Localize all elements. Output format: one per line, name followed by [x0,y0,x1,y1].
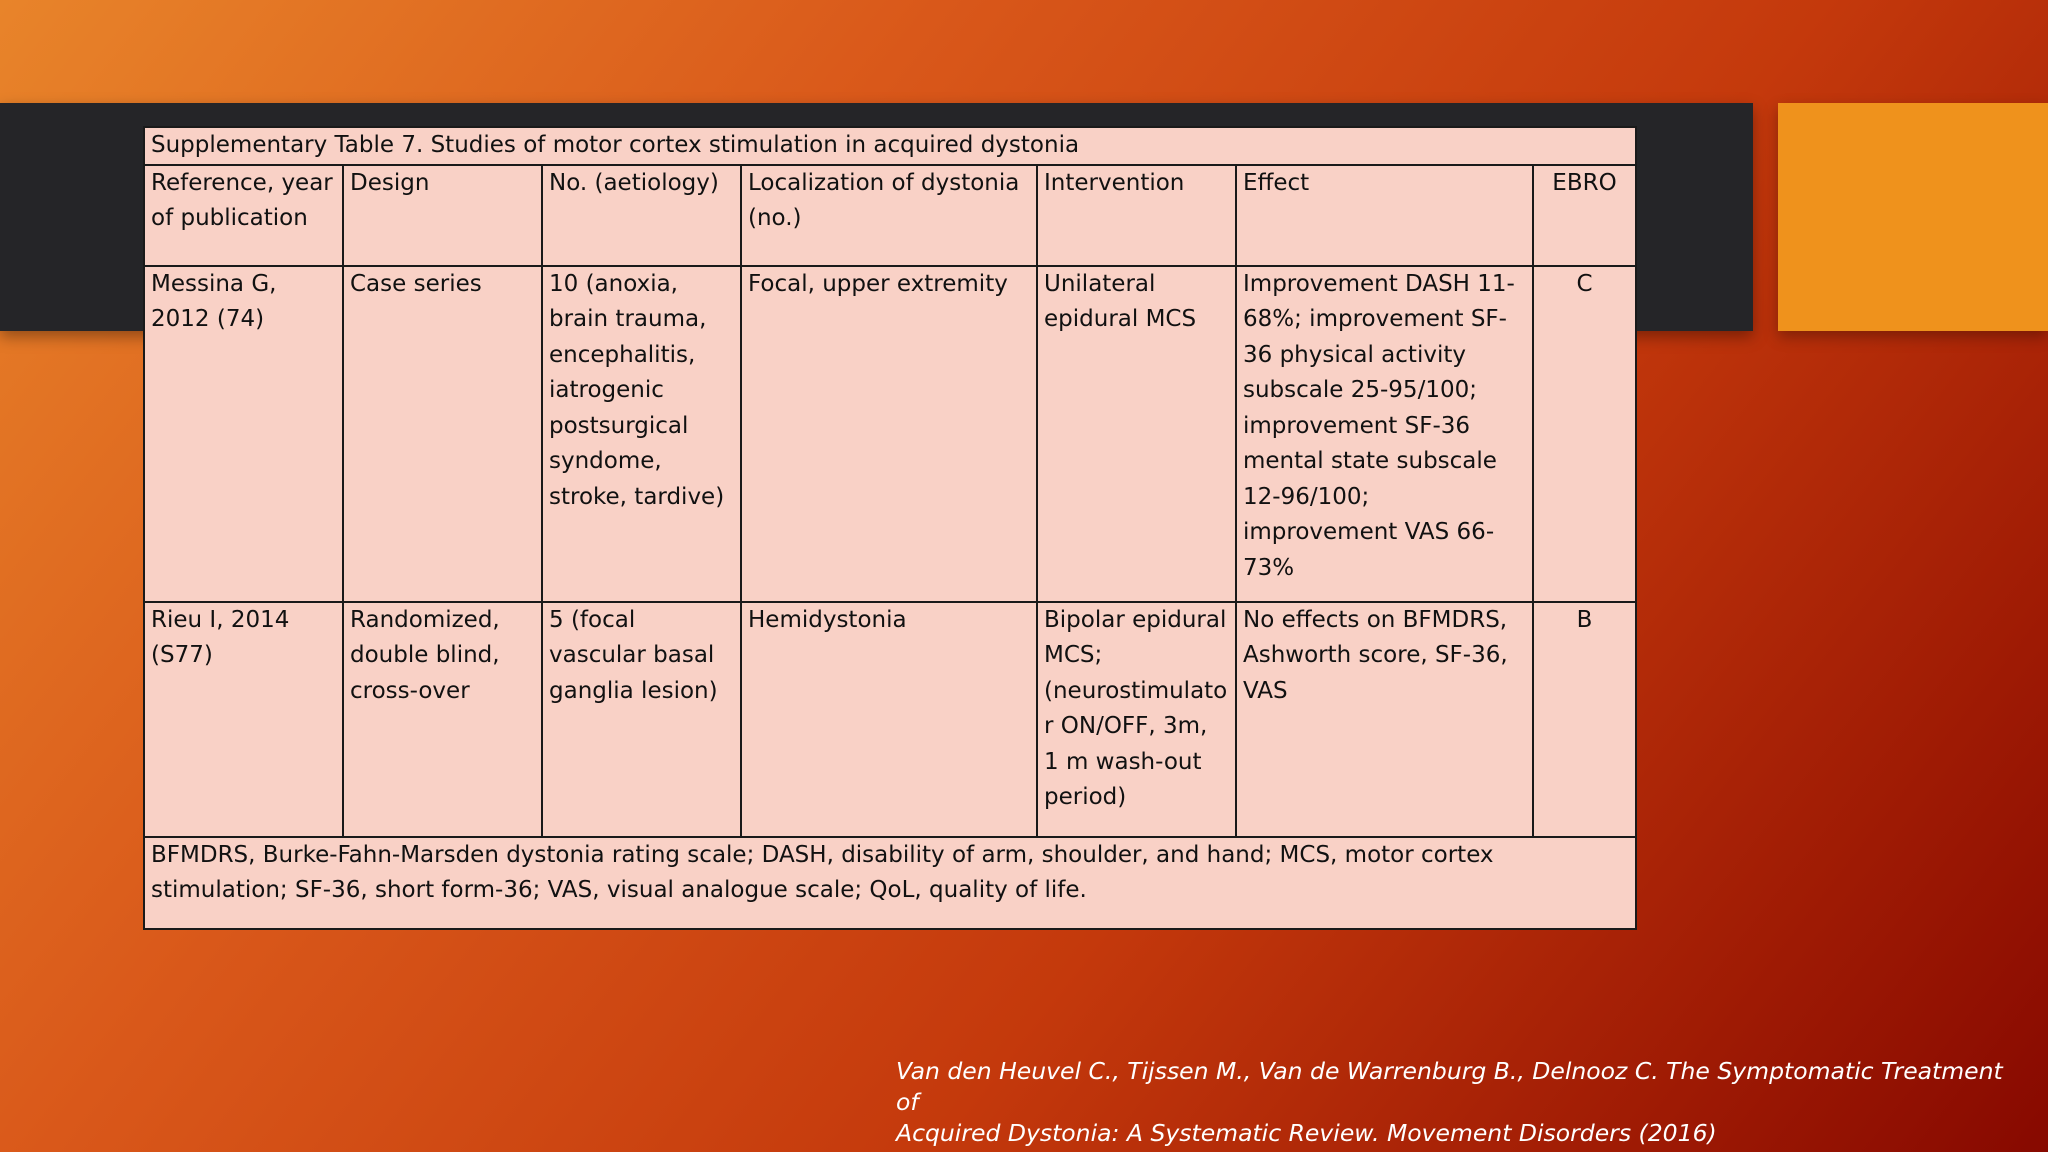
cell-effect: Improvement DASH 11-68%; improvement SF-36 physical activity subscale 25-95/100; improvement SF-36 mental state subscale 12-96/100; improvement VAS 66-73% [1236,266,1533,602]
cell-reference: Rieu I, 2014 (S77) [144,602,343,837]
header-ebro: EBRO [1533,165,1636,266]
cell-intervention: Unilateral epidural MCS [1037,266,1236,602]
header-number-aetiology: No. (aetiology) [542,165,741,266]
cell-design: Case series [343,266,542,602]
cell-ebro: B [1533,602,1636,837]
cell-number-aetiology: 5 (focal vascular basal ganglia lesion) [542,602,741,837]
cell-intervention: Bipolar epidural MCS; (neurostimulator ON/OFF, 3m, 1 m wash-out period) [1037,602,1236,837]
table-row [144,602,1636,837]
citation [896,1056,2026,1149]
orange-accent-square [1778,103,2048,331]
table-row [144,266,1636,602]
table-caption-row [144,127,1636,165]
cell-ebro: C [1533,266,1636,602]
citation-line-2: Acquired Dystonia: A Systematic Review. Movement Disorders (2016) [896,1119,1717,1147]
header-reference: Reference, year of publication [144,165,343,266]
citation-line-1: Van den Heuvel C., Tijssen M., Van de Warrenburg B., Delnooz C. The Symptomatic Treatment of [896,1057,2003,1116]
table-footnote-row [144,837,1636,929]
header-effect: Effect [1236,165,1533,266]
table-header-row [144,165,1636,266]
table-caption: Supplementary Table 7. Studies of motor cortex stimulation in acquired dystonia [144,127,1636,165]
header-design: Design [343,165,542,266]
cell-localization: Hemidystonia [741,602,1037,837]
cell-localization: Focal, upper extremity [741,266,1037,602]
table-footnote: BFMDRS, Burke-Fahn-Marsden dystonia rating scale; DASH, disability of arm, shoulder, and hand; MCS, motor cortex stimulation; SF-36, short form-36; VAS, visual analogue scale; QoL, quality of life. [144,837,1636,929]
cell-number-aetiology: 10 (anoxia, brain trauma, encephalitis, iatrogenic postsurgical syndome, stroke, tardive) [542,266,741,602]
header-localization: Localization of dystonia (no.) [741,165,1037,266]
cell-reference: Messina G, 2012 (74) [144,266,343,602]
cell-effect: No effects on BFMDRS, Ashworth score, SF-36, VAS [1236,602,1533,837]
studies-table [143,126,1637,930]
cell-design: Randomized, double blind, cross-over [343,602,542,837]
header-intervention: Intervention [1037,165,1236,266]
